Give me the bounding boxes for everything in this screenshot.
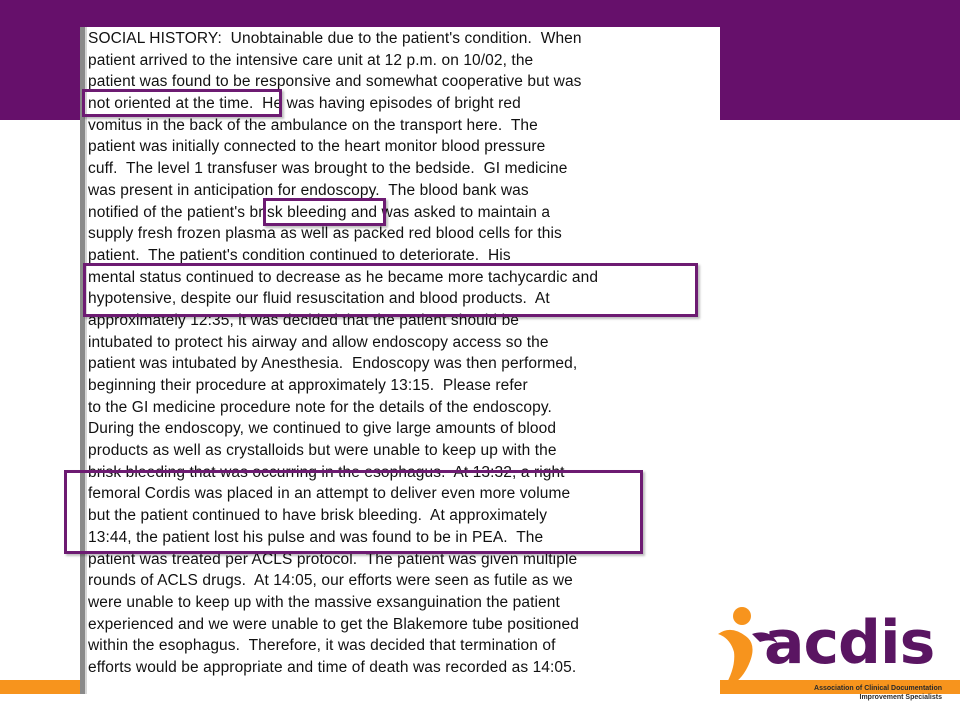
logo-wordmark: acdis [764, 608, 935, 678]
logo-caption-line-2: Improvement Specialists [859, 694, 942, 701]
text-line: intubated to protect his airway and allow endoscopy access so the [88, 333, 549, 351]
text-line: within the esophagus. Therefore, it was decided that termination of [88, 637, 556, 655]
text-line: brisk bleeding that was occurring in the esophagus. At 13:32, a right [88, 463, 565, 481]
text-line: products as well as crystalloids but were unable to keep up with the [88, 442, 557, 460]
logo-caption [732, 684, 942, 702]
text-line: but the patient continued to have brisk bleeding. At approximately [88, 507, 548, 525]
text-line: beginning their procedure at approximately 13:15. Please refer [88, 377, 528, 394]
text-line: were unable to keep up with the massive exsanguination the patient [88, 593, 560, 611]
document-text [88, 28, 718, 679]
highlight-mental-status [83, 263, 698, 317]
text-line: vomitus in the back of the ambulance on the transport here. The [88, 116, 538, 134]
text-line: approximately 12:35, it was decided that the patient should be [88, 311, 520, 329]
acdis-logo [712, 600, 942, 700]
text-line: experienced and we were unable to get the Blakemore tube positioned [88, 615, 579, 633]
logo-caption-line-1: Association of Clinical Documentation [814, 685, 942, 692]
highlight-brisk-bleeding [263, 198, 386, 226]
text-line: not oriented at the time. He was having episodes of bright red [88, 95, 521, 113]
text-line: During the endoscopy, we continued to give large amounts of blood [88, 420, 557, 438]
highlight-not-oriented [82, 89, 282, 117]
text-line: patient was treated per ACLS protocol. The patient was given multiple [88, 550, 578, 568]
text-line: to the GI medicine procedure note for the details of the endoscopy. [88, 398, 552, 416]
text-line: patient arrived to the intensive care unit at 12 p.m. on 10/02, the [88, 51, 534, 69]
text-line: was present in anticipation for endoscopy. The blood bank was [88, 181, 529, 199]
text-line: patient was found to be responsive and somewhat cooperative but was [88, 73, 582, 91]
text-line: notified of the patient's brisk bleeding and was asked to maintain a [88, 203, 551, 221]
text-line: femoral Cordis was placed in an attempt to deliver even more volume [88, 485, 571, 503]
text-line: patient. The patient's condition continued to deteriorate. His [88, 246, 511, 264]
text-line: hypotensive, despite our fluid resuscitation and blood products. At [88, 290, 550, 308]
text-line: cuff. The level 1 transfuser was brought to the bedside. GI medicine [88, 160, 568, 178]
text-line: efforts would be appropriate and time of death was recorded as 14:05. [88, 658, 577, 676]
text-line: patient was intubated by Anesthesia. Endoscopy was then performed, [88, 355, 578, 373]
text-line: 13:44, the patient lost his pulse and was found to be in PEA. The [88, 528, 544, 546]
highlight-cordis-pea [64, 470, 643, 554]
text-line: patient was initially connected to the heart monitor blood pressure [88, 138, 546, 156]
text-line: supply fresh frozen plasma as well as packed red blood cells for this [88, 225, 562, 243]
text-line: rounds of ACLS drugs. At 14:05, our efforts were seen as futile as we [88, 572, 573, 590]
text-line: mental status continued to decrease as he became more tachycardic and [88, 268, 599, 286]
document-left-shadow [85, 27, 87, 694]
text-line: SOCIAL HISTORY: Unobtainable due to the patient's condition. When [88, 30, 582, 47]
